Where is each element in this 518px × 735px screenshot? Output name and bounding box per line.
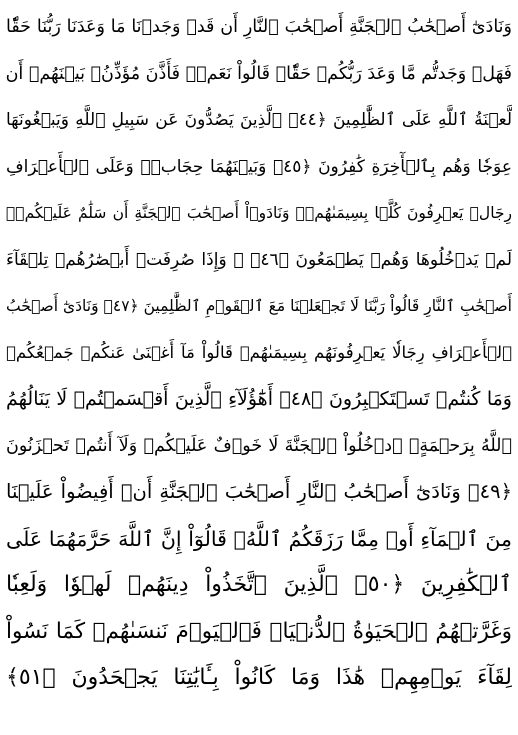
verse-line-3: لَّعۡنَةُ ٱللَّهِ عَلَى ٱلظَّٰلِمِينَ ﴿٤٤﴾ ٱلَّذِينَ يَصُدُّونَ عَن سَبِيلِ ٱللَّهِ وَيَبۡغُونَهَا [6,110,512,130]
verse-line-13: ٱلۡكَٰفِرِينَ ﴿٥٠﴾ ٱلَّذِينَ ٱتَّخَذُواْ دِينَهُمۡ لَهۡوٗا وَلَعِبٗا [6,572,512,597]
verse-line-14: وَغَرَّتۡهُمُ ٱلۡحَيَوٰةُ ٱلدُّنۡيَاۚ فَٱلۡيَوۡمَ نَنسَىٰهُمۡ كَمَا نَسُواْ [6,618,512,644]
verse-line-11: ﴿٤٩﴾ وَنَادَىٰٓ أَصۡحَٰبُ ٱلنَّارِ أَصۡحَٰبَ ٱلۡجَنَّةِ أَنۡ أَفِيضُواْ عَلَيۡنَا [6,480,512,503]
verse-line-4: عِوَجٗا وَهُم بِٱلۡأٓخِرَةِ كَٰفِرُونَ ﴿٤٥﴾ وَبَيۡنَهُمَا حِجَابٞۚ وَعَلَى ٱلۡأَعۡرَافِ [6,156,512,177]
verse-line-7: أَصۡحَٰبِ ٱلنَّارِ قَالُواْ رَبَّنَا لَا تَجۡعَلۡنَا مَعَ ٱلۡقَوۡمِ ٱلظَّٰلِمِينَ ﴿٤٧﴾ وَنَادَىٰٓ أَصۡحَٰبُ [6,297,512,315]
verse-line-8: ٱلۡأَعۡرَافِ رِجَالٗا يَعۡرِفُونَهُم بِسِيمَىٰهُمۡ قَالُواْ مَآ أَغۡنَىٰ عَنكُمۡ جَمۡعُكُمۡ [6,342,512,362]
verse-line-9: وَمَا كُنتُمۡ تَسۡتَكۡبِرُونَ ﴿٤٨﴾ أَهَٰٓؤُلَآءِ ٱلَّذِينَ أَقۡسَمۡتُمۡ لَا يَنَالُهُمُ [6,388,512,410]
verse-line-5: رِجَالٞ يَعۡرِفُونَ كُلَّۢا بِسِيمَىٰهُمۡۚ وَنَادَوۡاْ أَصۡحَٰبَ ٱلۡجَنَّةِ أَن سَلَٰمٌ عَلَيۡكُمۡۚ [6,204,512,222]
verse-line-10: ٱللَّهُ بِرَحۡمَةٍۚ ٱدۡخُلُواْ ٱلۡجَنَّةَ لَا خَوۡفٌ عَلَيۡكُمۡ وَلَآ أَنتُمۡ تَحۡزَنُونَ [6,435,512,456]
verse-line-2: فَهَلۡ وَجَدتُّم مَّا وَعَدَ رَبُّكُمۡ حَقّٗاۖ قَالُواْ نَعَمۡۚ فَأَذَّنَ مُؤَذِّنُۢ بَيۡنَهُمۡ أَن [6,63,512,84]
verse-line-1: وَنَادَىٰٓ أَصۡحَٰبُ ٱلۡجَنَّةِ أَصۡحَٰبَ ٱلنَّارِ أَن قَدۡ وَجَدۡنَا مَا وَعَدَنَا رَبُّنَا حَقّٗا [6,17,512,37]
verse-line-12: مِنَ ٱلۡمَآءِ أَوۡ مِمَّا رَزَقَكُمُ ٱللَّهُۚ قَالُوٓاْ إِنَّ ٱللَّهَ حَرَّمَهُمَا عَلَى [6,526,512,551]
verse-line-6: لَمۡ يَدۡخُلُوهَا وَهُمۡ يَطۡمَعُونَ ﴿٤٦﴾ ۞ وَإِذَا صُرِفَتۡ أَبۡصَٰرُهُمۡ تِلۡقَآءَ [6,249,512,270]
verse-line-15: لِقَآءَ يَوۡمِهِمۡ هَٰذَا وَمَا كَانُواْ بِـَٔايَٰتِنَا يَجۡحَدُونَ ﴿٥١﴾ [6,665,512,690]
